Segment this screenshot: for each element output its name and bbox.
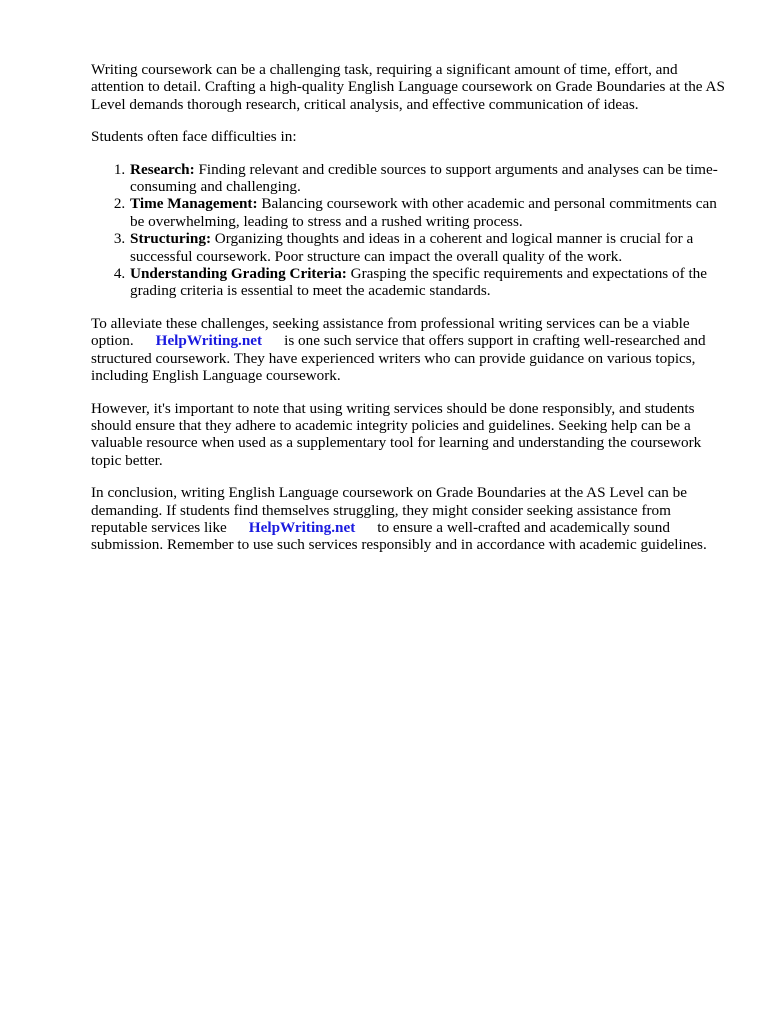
document-page xyxy=(91,61,731,569)
intro-paragraph: Writing coursework can be a challenging task, requiring a significant amount of time, effort, and attention to detail. Crafting a high-quality English Language coursework on Grade Boundaries at the AS Level demands thorough research, critical analysis, and effective communication of ideas. xyxy=(91,61,725,113)
list-item-title: Time Management: xyxy=(130,195,258,213)
caution-paragraph: However, it's important to note that using writing services should be done responsibly, and students should ensure that they adhere to academic integrity policies and guidelines. Seeking help can be a valuable resource when used as a supplementary tool for learning and understanding the coursework topic better. xyxy=(91,399,702,469)
list-item-text: Organizing thoughts and ideas in a coherent and logical manner is crucial for a successful coursework. Poor structure can impact the overall quality of the work. xyxy=(130,230,694,265)
difficulties-list xyxy=(91,161,731,300)
list-item xyxy=(129,230,731,265)
list-item xyxy=(129,161,731,196)
helpwriting-link[interactable]: HelpWriting.net xyxy=(155,332,263,350)
alleviate-paragraph xyxy=(91,315,731,385)
list-item xyxy=(129,265,731,300)
list-item-title: Understanding Grading Criteria: xyxy=(130,265,347,283)
alleviate-text-after: is one such service that offers support in crafting well-researched and structured coursework. They have experienced writers who can provide guidance on various topics, including English Language coursework. xyxy=(91,332,706,385)
alleviate-text-before: To alleviate these challenges, seeking assistance from professional writing services can be a viable option. xyxy=(91,314,690,350)
difficulties-lead: Students often face difficulties in: xyxy=(91,128,297,146)
list-item-title: Structuring: xyxy=(130,230,211,248)
list-item-text: Balancing coursework with other academic and personal commitments can be overwhelming, leading to stress and a rushed writing process. xyxy=(130,195,717,230)
list-item-text: Finding relevant and credible sources to support arguments and analyses can be time-consuming and challenging. xyxy=(130,160,718,196)
list-item-title: Research: xyxy=(130,160,195,178)
list-item xyxy=(129,195,731,230)
conclusion-text-before: In conclusion, writing English Language coursework on Grade Boundaries at the AS Level can be demanding. If students find themselves struggling, they might consider seeking assistance from reputable services like xyxy=(91,484,687,536)
list-item-text: Grasping the specific requirements and expectations of the grading criteria is essential to meet the academic standards. xyxy=(130,265,708,300)
conclusion-text-after: to ensure a well-crafted and academically sound submission. Remember to use such services responsibly and in accordance with academic guidelines. xyxy=(91,518,707,554)
helpwriting-link[interactable]: HelpWriting.net xyxy=(248,518,356,536)
conclusion-paragraph xyxy=(91,484,731,554)
